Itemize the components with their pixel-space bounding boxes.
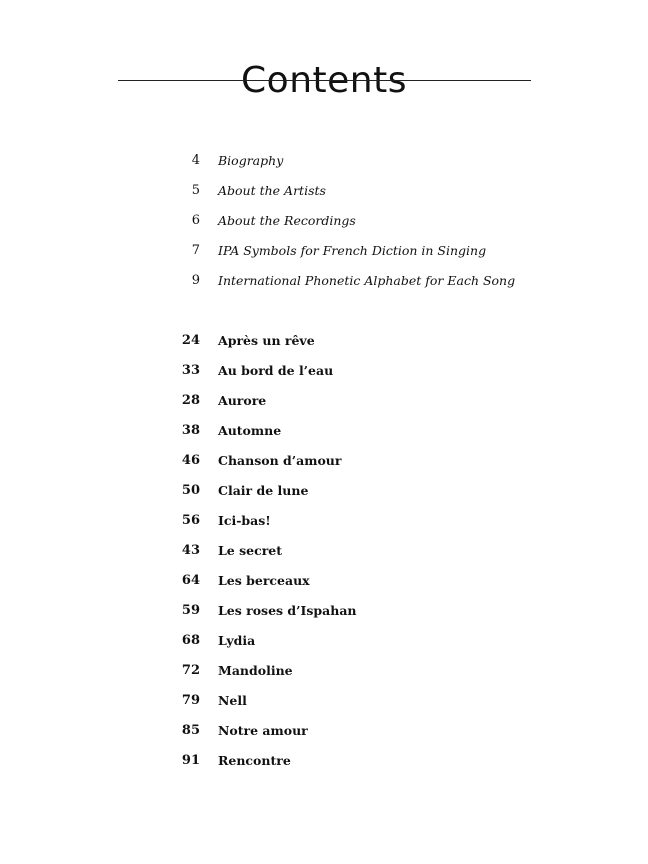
song-title: Nell xyxy=(218,693,247,708)
song-title: Ici-bas! xyxy=(218,513,271,528)
toc-entry-title: Biography xyxy=(218,153,284,168)
song-entry[interactable] xyxy=(0,721,648,741)
song-page-number: 91 xyxy=(181,753,200,768)
song-entry[interactable] xyxy=(0,691,648,711)
toc-entry[interactable] xyxy=(0,181,648,201)
song-entry[interactable] xyxy=(0,391,648,411)
song-entry[interactable] xyxy=(0,631,648,651)
page-title: Contents xyxy=(241,60,407,102)
song-title: Au bord de l’eau xyxy=(218,363,334,378)
song-entry[interactable] xyxy=(0,751,648,771)
song-page-number: 85 xyxy=(181,723,200,738)
song-page-number: 38 xyxy=(181,423,200,438)
song-entry[interactable] xyxy=(0,541,648,561)
song-title: Les roses d’Ispahan xyxy=(218,603,357,618)
toc-entry[interactable] xyxy=(0,151,648,171)
song-page-number: 46 xyxy=(181,453,200,468)
song-page-number: 72 xyxy=(181,663,200,678)
song-page-number: 43 xyxy=(181,543,200,558)
song-entry[interactable] xyxy=(0,451,648,471)
song-page-number: 64 xyxy=(181,573,200,588)
song-title: Lydia xyxy=(218,633,256,648)
toc-entry-title: IPA Symbols for French Diction in Singing xyxy=(218,243,487,258)
song-entry[interactable] xyxy=(0,511,648,531)
song-entry[interactable] xyxy=(0,601,648,621)
song-page-number: 33 xyxy=(181,363,200,378)
title-underline xyxy=(118,80,531,81)
song-page-number: 50 xyxy=(181,483,200,498)
song-title: Les berceaux xyxy=(218,573,310,588)
toc-entry-title: About the Artists xyxy=(218,183,326,198)
song-title: Après un rêve xyxy=(218,333,315,348)
toc-page-number: 4 xyxy=(191,153,200,168)
song-entry[interactable] xyxy=(0,481,648,501)
toc-page-number: 7 xyxy=(191,243,200,258)
song-title: Rencontre xyxy=(218,753,291,768)
toc-entry[interactable] xyxy=(0,211,648,231)
toc-page-number: 9 xyxy=(191,273,200,288)
song-title: Automne xyxy=(218,423,282,438)
song-title: Notre amour xyxy=(218,723,308,738)
song-page-number: 59 xyxy=(181,603,200,618)
song-title: Aurore xyxy=(218,393,267,408)
song-entry[interactable] xyxy=(0,331,648,351)
song-entry[interactable] xyxy=(0,361,648,381)
toc-page-number: 6 xyxy=(191,213,200,228)
song-title: Chanson d’amour xyxy=(218,453,342,468)
toc-entry[interactable] xyxy=(0,241,648,261)
toc-entry[interactable] xyxy=(0,271,648,291)
song-title: Mandoline xyxy=(218,663,293,678)
song-entry[interactable] xyxy=(0,661,648,681)
toc-entry-title: International Phonetic Alphabet for Each Song xyxy=(218,273,516,288)
toc-entry-title: About the Recordings xyxy=(218,213,356,228)
song-entry[interactable] xyxy=(0,571,648,591)
song-page-number: 56 xyxy=(181,513,200,528)
song-page-number: 28 xyxy=(181,393,200,408)
song-title: Clair de lune xyxy=(218,483,309,498)
song-entry[interactable] xyxy=(0,421,648,441)
song-page-number: 24 xyxy=(181,333,200,348)
song-title: Le secret xyxy=(218,543,283,558)
toc-page-number: 5 xyxy=(191,183,200,198)
song-page-number: 68 xyxy=(181,633,200,648)
song-page-number: 79 xyxy=(181,693,200,708)
